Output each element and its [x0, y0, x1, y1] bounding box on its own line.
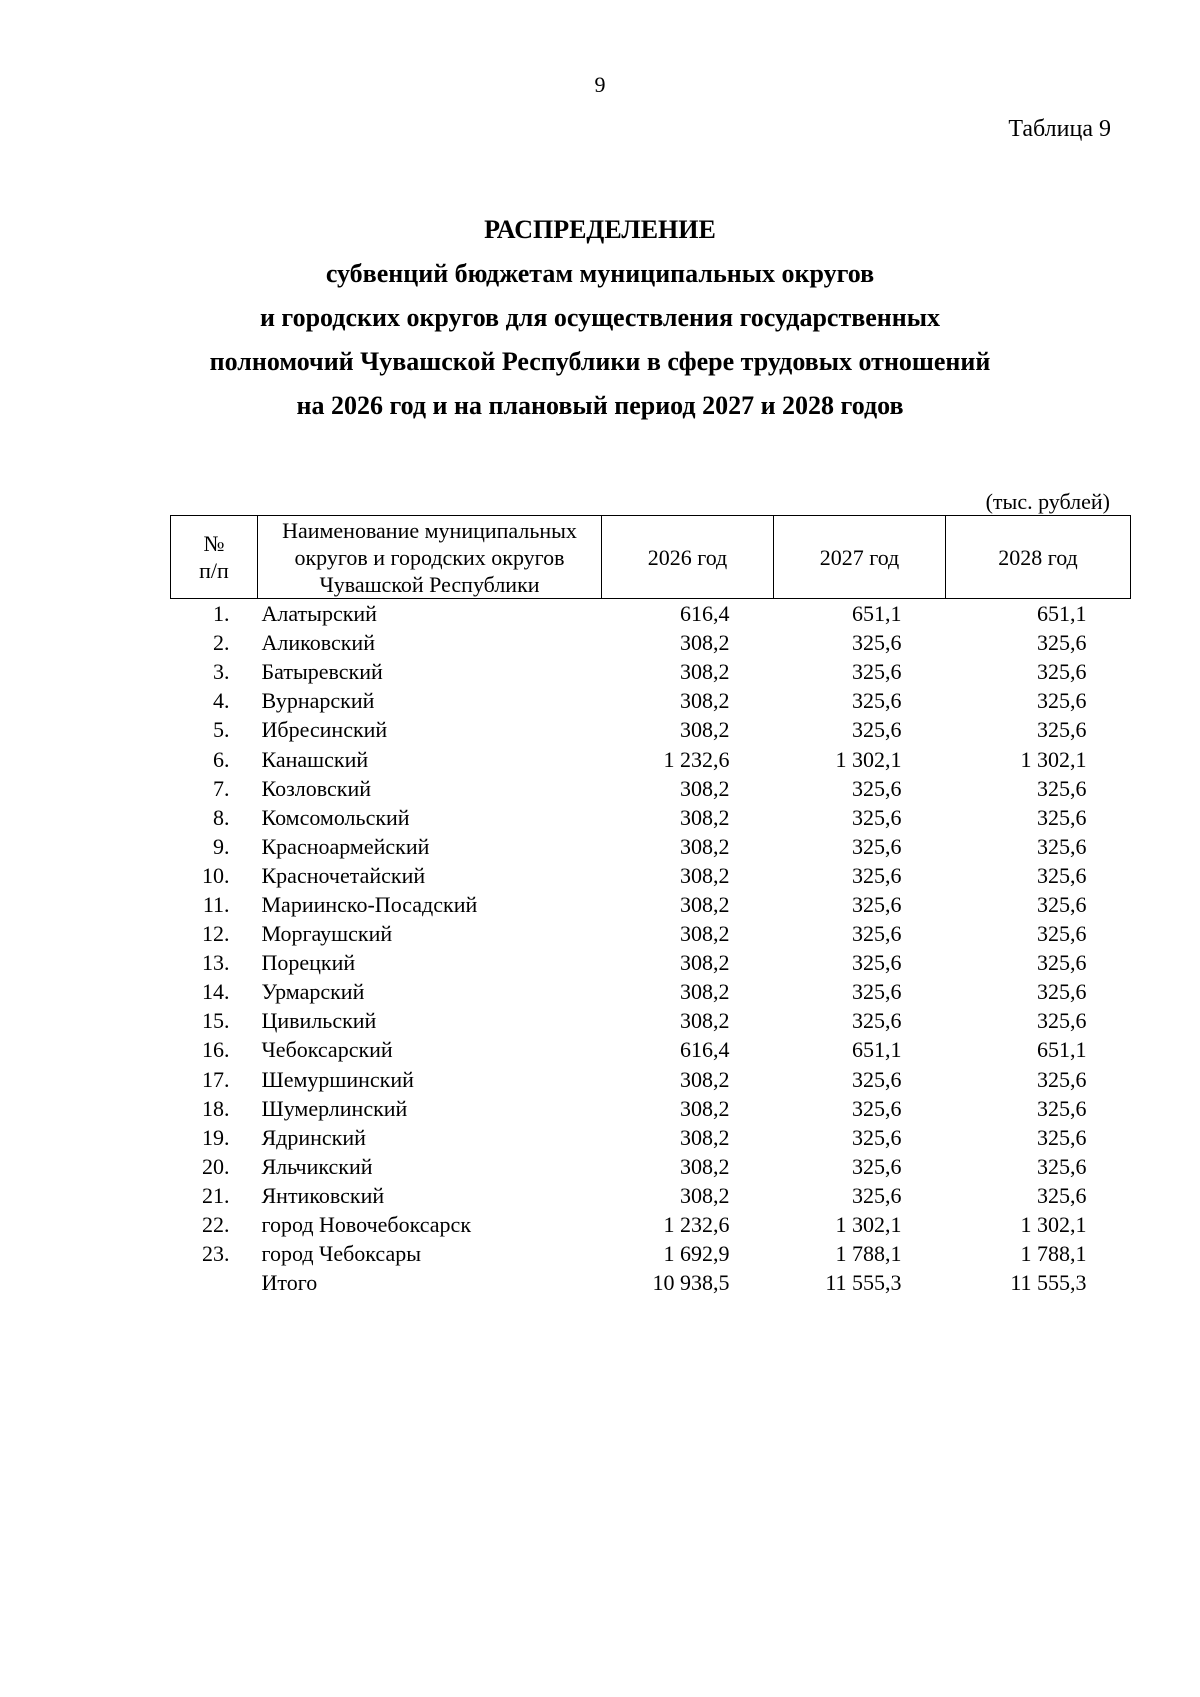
row-value-2028: 325,6: [1037, 630, 1087, 656]
header-name: [258, 516, 602, 599]
row-value-2027: 325,6: [852, 804, 902, 830]
table-row: [171, 977, 1131, 1006]
table-row: [171, 1035, 1131, 1064]
table-row: [171, 861, 1131, 890]
row-number: 20.: [202, 1153, 230, 1179]
units-label: (тыс. рублей): [985, 489, 1110, 514]
row-value-2026: 308,2: [680, 950, 730, 976]
title-line-4: полномочий Чувашской Республики в сфере трудовых отношений: [209, 347, 991, 376]
row-value-2026: 308,2: [680, 1008, 730, 1034]
row-value-2027: 1 788,1: [835, 1241, 902, 1267]
row-number: 7.: [213, 775, 230, 801]
title-line-3: и городских округов для осуществления государственных: [259, 303, 941, 332]
table-row: [171, 599, 1131, 629]
row-name: Алатырский: [261, 601, 377, 627]
total-number: [171, 1268, 258, 1297]
title-line-2: субвенций бюджетам муниципальных округов: [325, 259, 875, 288]
table-row: [171, 1152, 1131, 1181]
row-value-2028: 1 302,1: [1020, 1212, 1087, 1238]
row-value-2027: 325,6: [852, 1066, 902, 1092]
table-row: [171, 1239, 1131, 1268]
row-value-2027: 651,1: [852, 601, 902, 627]
header-2027: 2027 год: [774, 516, 946, 599]
row-value-2028: 325,6: [1037, 717, 1087, 743]
table-row: [171, 657, 1131, 686]
table-row: [171, 919, 1131, 948]
row-value-2028: 325,6: [1037, 979, 1087, 1005]
row-value-2027: 325,6: [852, 775, 902, 801]
row-value-2028: 651,1: [1037, 601, 1087, 627]
row-value-2026: 308,2: [680, 804, 730, 830]
row-value-2026: 308,2: [680, 891, 730, 917]
row-name: Урмарский: [261, 979, 365, 1005]
row-name: Цивильский: [261, 1008, 377, 1034]
row-value-2027: 325,6: [852, 979, 902, 1005]
total-value-2026: 10 938,5: [652, 1270, 730, 1296]
distribution-table: [170, 515, 1131, 1297]
header-name-line-2: округов и городских округов: [294, 544, 565, 570]
document-title: [100, 208, 1100, 428]
table-row: [171, 774, 1131, 803]
row-number: 17.: [202, 1066, 230, 1092]
row-value-2028: 325,6: [1037, 1153, 1087, 1179]
row-value-2028: 325,6: [1037, 862, 1087, 888]
row-value-2027: 325,6: [852, 1153, 902, 1179]
row-value-2027: 651,1: [852, 1037, 902, 1063]
row-number: 13.: [202, 950, 230, 976]
row-name: Красноармейский: [261, 833, 430, 859]
row-name: Моргаушский: [261, 921, 393, 947]
row-number: 2.: [213, 630, 230, 656]
row-value-2026: 1 692,9: [663, 1241, 730, 1267]
row-name: Батыревский: [261, 659, 383, 685]
row-number: 11.: [202, 891, 230, 917]
row-value-2028: 325,6: [1037, 833, 1087, 859]
row-value-2026: 308,2: [680, 630, 730, 656]
row-name: Красночетайский: [261, 862, 426, 888]
row-name: Шемуршинский: [261, 1066, 414, 1092]
row-value-2026: 616,4: [680, 1037, 730, 1063]
row-value-2028: 325,6: [1037, 1124, 1087, 1150]
total-value-2028: 11 555,3: [1010, 1270, 1087, 1296]
row-value-2026: 308,2: [680, 862, 730, 888]
row-value-2027: 325,6: [852, 1182, 902, 1208]
row-value-2028: 325,6: [1037, 1066, 1087, 1092]
header-number-line-2: п/п: [199, 558, 229, 583]
row-number: 16.: [202, 1037, 230, 1063]
row-name: Шумерлинский: [261, 1095, 408, 1121]
row-value-2026: 308,2: [680, 833, 730, 859]
table-row: [171, 715, 1131, 744]
table-row: [171, 628, 1131, 657]
row-number: 21.: [202, 1182, 230, 1208]
total-row: [171, 1268, 1131, 1297]
row-value-2027: 325,6: [852, 1124, 902, 1150]
row-value-2026: 1 232,6: [663, 1212, 730, 1238]
row-value-2026: 308,2: [680, 1124, 730, 1150]
row-value-2026: 1 232,6: [663, 746, 730, 772]
row-name: город Чебоксары: [261, 1241, 422, 1267]
header-2026: 2026 год: [602, 516, 774, 599]
row-value-2026: 308,2: [680, 688, 730, 714]
table-row: [171, 686, 1131, 715]
row-value-2027: 325,6: [852, 1008, 902, 1034]
row-name: Янтиковский: [261, 1182, 385, 1208]
row-number: 6.: [213, 746, 230, 772]
row-number: 22.: [202, 1212, 230, 1238]
header-name-line-1: Наименование муниципальных: [282, 517, 577, 543]
row-name: Канашский: [261, 746, 369, 772]
table-body: [171, 599, 1131, 1298]
row-value-2028: 325,6: [1037, 950, 1087, 976]
row-name: Козловский: [261, 775, 372, 801]
title-line-1: РАСПРЕДЕЛЕНИЕ: [484, 215, 716, 244]
row-value-2027: 1 302,1: [835, 746, 902, 772]
row-value-2026: 308,2: [680, 1095, 730, 1121]
row-number: 5.: [213, 717, 230, 743]
row-value-2026: 308,2: [680, 979, 730, 1005]
row-value-2028: 325,6: [1037, 891, 1087, 917]
row-value-2027: 325,6: [852, 717, 902, 743]
table-row: [171, 1210, 1131, 1239]
row-name: Чебоксарский: [261, 1037, 393, 1063]
table-row: [171, 1181, 1131, 1210]
row-number: 10.: [202, 862, 230, 888]
row-name: Ядринский: [261, 1124, 366, 1150]
title-line-5: на 2026 год и на плановый период 2027 и 2028 годов: [296, 391, 904, 420]
row-value-2026: 308,2: [680, 1066, 730, 1092]
table-row: [171, 1094, 1131, 1123]
row-value-2028: 325,6: [1037, 1008, 1087, 1034]
row-value-2028: 1 302,1: [1020, 746, 1087, 772]
row-name: Комсомольский: [261, 804, 410, 830]
table-label: Таблица 9: [1008, 116, 1111, 142]
row-number: 14.: [202, 979, 230, 1005]
table-row: [171, 1006, 1131, 1035]
table-row: [171, 744, 1131, 773]
row-number: 8.: [213, 804, 230, 830]
header-number-line-1: №: [203, 531, 225, 556]
row-value-2027: 325,6: [852, 630, 902, 656]
total-label: Итого: [261, 1270, 318, 1296]
row-name: Мариинско-Посадский: [261, 891, 478, 917]
row-value-2026: 308,2: [680, 921, 730, 947]
row-value-2027: 325,6: [852, 1095, 902, 1121]
row-value-2027: 325,6: [852, 950, 902, 976]
page-number: 9: [594, 72, 606, 97]
row-number: 18.: [202, 1095, 230, 1121]
table-row: [171, 948, 1131, 977]
row-value-2028: 325,6: [1037, 921, 1087, 947]
table-row: [171, 1065, 1131, 1094]
row-value-2028: 325,6: [1037, 688, 1087, 714]
row-number: 9.: [213, 833, 230, 859]
row-value-2027: 325,6: [852, 659, 902, 685]
row-name: Порецкий: [261, 950, 356, 976]
row-value-2028: 325,6: [1037, 804, 1087, 830]
row-value-2027: 325,6: [852, 891, 902, 917]
row-number: 23.: [202, 1241, 230, 1267]
table-row: [171, 1123, 1131, 1152]
row-number: 19.: [202, 1124, 230, 1150]
row-name: город Новочебоксарск: [261, 1212, 472, 1238]
header-2028: 2028 год: [946, 516, 1131, 599]
row-value-2027: 325,6: [852, 833, 902, 859]
row-value-2026: 308,2: [680, 1182, 730, 1208]
table-row: [171, 832, 1131, 861]
row-number: 1.: [213, 601, 230, 627]
row-value-2027: 325,6: [852, 688, 902, 714]
row-value-2026: 616,4: [680, 601, 730, 627]
row-value-2028: 325,6: [1037, 659, 1087, 685]
row-number: 4.: [213, 688, 230, 714]
row-value-2026: 308,2: [680, 1153, 730, 1179]
row-value-2027: 325,6: [852, 862, 902, 888]
row-number: 3.: [213, 659, 230, 685]
row-value-2028: 651,1: [1037, 1037, 1087, 1063]
row-value-2026: 308,2: [680, 717, 730, 743]
row-number: 12.: [202, 921, 230, 947]
row-name: Ибресинский: [261, 717, 388, 743]
row-value-2027: 325,6: [852, 921, 902, 947]
row-value-2028: 325,6: [1037, 1095, 1087, 1121]
row-value-2028: 325,6: [1037, 775, 1087, 801]
row-number: 15.: [202, 1008, 230, 1034]
row-value-2026: 308,2: [680, 659, 730, 685]
table-row: [171, 803, 1131, 832]
row-value-2028: 1 788,1: [1020, 1241, 1087, 1267]
header-name-line-3: Чувашской Республики: [319, 571, 540, 597]
table-row: [171, 890, 1131, 919]
total-value-2027: 11 555,3: [825, 1270, 902, 1296]
row-name: Яльчикский: [261, 1153, 373, 1179]
row-value-2028: 325,6: [1037, 1182, 1087, 1208]
row-name: Аликовский: [261, 630, 375, 656]
row-value-2026: 308,2: [680, 775, 730, 801]
header-number: [171, 516, 258, 599]
row-name: Вурнарский: [261, 688, 375, 714]
row-value-2027: 1 302,1: [835, 1212, 902, 1238]
table-header-row: [171, 516, 1131, 599]
